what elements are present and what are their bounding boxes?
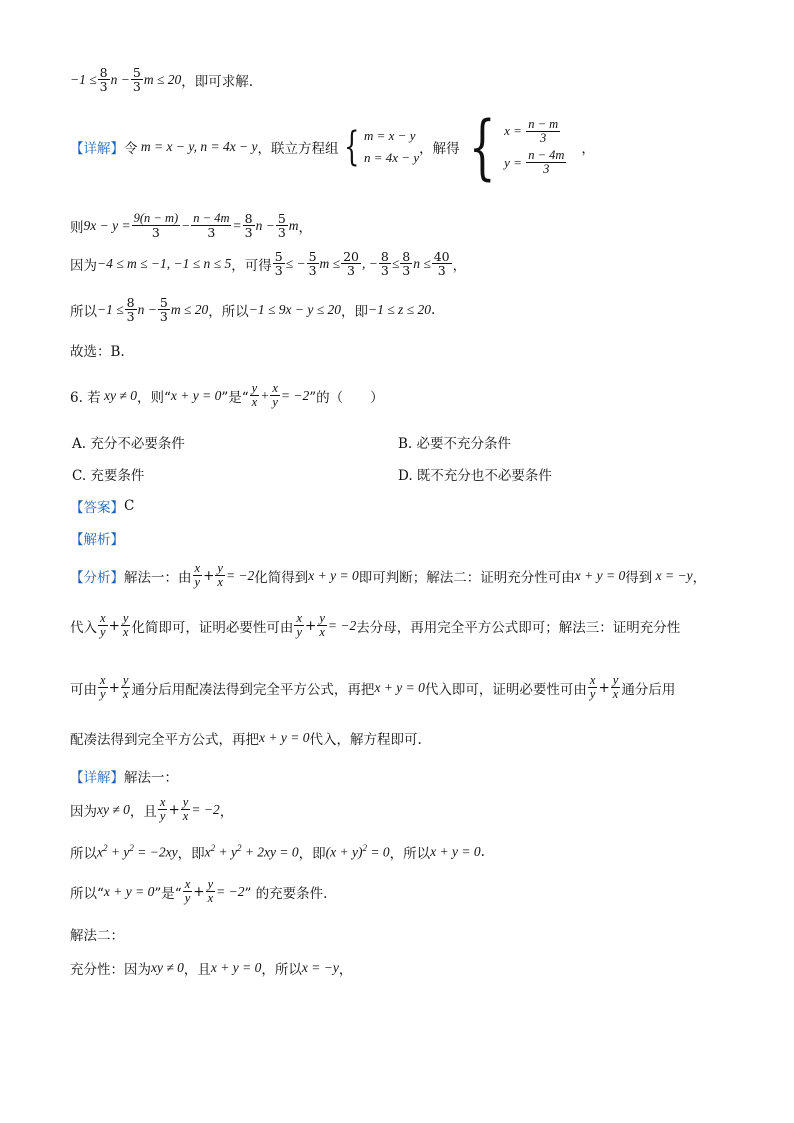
method-2-heading: 解法二： [70, 928, 124, 944]
answer-line: 【答案】 C [70, 498, 135, 516]
detail-2-line-2: 所以 $x^2 + y^2 = -2xy$ ，即 $x^2 + y^2 + 2xy = 0$ ，即 $(x + y)^2 = 0$ ，所以 x + y = 0 . [70, 843, 485, 862]
option-b: B. 必要不充分条件 [398, 436, 512, 452]
detail-2-line-1: 因为 xy ≠ 0 ，且 x y + $\frac{y}{x}$ = −2 ， [70, 795, 234, 824]
question-6: 6. 若 xy ≠ 0 ，则“ x + y = 0 ”是“ y x + $\frac{x}{y}$ = −2 ”的（ ） [70, 381, 384, 410]
option-c: C. 充要条件 [72, 468, 145, 484]
option-a: A. 充分不必要条件 [72, 436, 185, 452]
analysis-line-2: 代入 x y + y x 化简即可，证明必要性可由 x y + $\frac{y}{x}$ = −2 去分母，再用完全平方公式即可；解法三：证明充分性 [70, 611, 681, 640]
analysis-line-4: 配凑法得到完全平方公式，再把 x + y = 0 代入，解方程即可. [70, 730, 422, 748]
analysis-line-3: 可由 x y + y x 通分后用配凑法得到完全平方公式，再把 x + y = 0 代入即可，证明必要性可由 x y + y x 通分后用 [70, 673, 676, 702]
detail-substitution-line: 【详解】 令 m = x − y, n = 4x − y ，联立方程组 { m = x − y n = 4x − y ，解得 { x = $\frac{n - m}{3}$ y = $\frac{n - 4m}{3}$ ， [70, 106, 595, 188]
line-then: 则 9x − y = $\frac{9(n - m)}{3}$ − $\frac{n - 4m}{3}$ = $\frac{8}{3}$ n − $\frac{5}{3}$ m ， [70, 211, 313, 241]
option-d: D. 既不充分也不必要条件 [398, 468, 552, 484]
detail-2-conclusion: 所以“ x + y = 0 ”是“ x y + $\frac{y}{x}$ = −2 ” 的充要条件. [70, 877, 328, 906]
line-so: 所以 −1 ≤ $\frac{8}{3}$ n − $\frac{5}{3}$ m ≤ 20 ，所以 −1 ≤ 9x − y ≤ 20 ，即 −1 ≤ z ≤ 20 . [70, 295, 436, 325]
equation-system-1: { m = x − y n = 4x − y [343, 124, 420, 170]
fraction: $\frac{8}{3}$ [99, 65, 108, 95]
analysis-label: 【解析】 [70, 532, 124, 548]
detail-label: 【详解】 [70, 141, 124, 157]
sufficiency-line: 充分性：因为 xy ≠ 0 ，且 x + y = 0 ，所以 x = −y ， [70, 960, 353, 978]
analysis-line-1: 【分析】 解法一：由 x y + $\frac{y}{x}$ = −2 化简得到 x + y = 0 即可判断；解法二：证明充分性可由 x + y = 0 得到 x = −y ， [70, 561, 707, 590]
line-inequality-1: −1 ≤ $\frac{8}{3}$ n − $\frac{5}{3}$ m ≤ 20 ，即可求解. [70, 65, 254, 95]
choice-line: 故选：B. [70, 344, 125, 360]
line-because: 因为 −4 ≤ m ≤ −1, −1 ≤ n ≤ 5 ，可得 $\frac{5}{3}$ ≤ − $\frac{5}{3}$ m ≤ $\frac{20}{3}$ , − $\frac{8}{3}$ ≤ $\frac{8}{3}$ n ≤ $\frac{40}{3}$ ， [70, 249, 467, 279]
detail-2-heading: 【详解】 解法一： [70, 770, 178, 786]
equation-system-2: { x = $\frac{n - m}{3}$ y = $\frac{n - 4m}{3}$ [468, 106, 565, 188]
